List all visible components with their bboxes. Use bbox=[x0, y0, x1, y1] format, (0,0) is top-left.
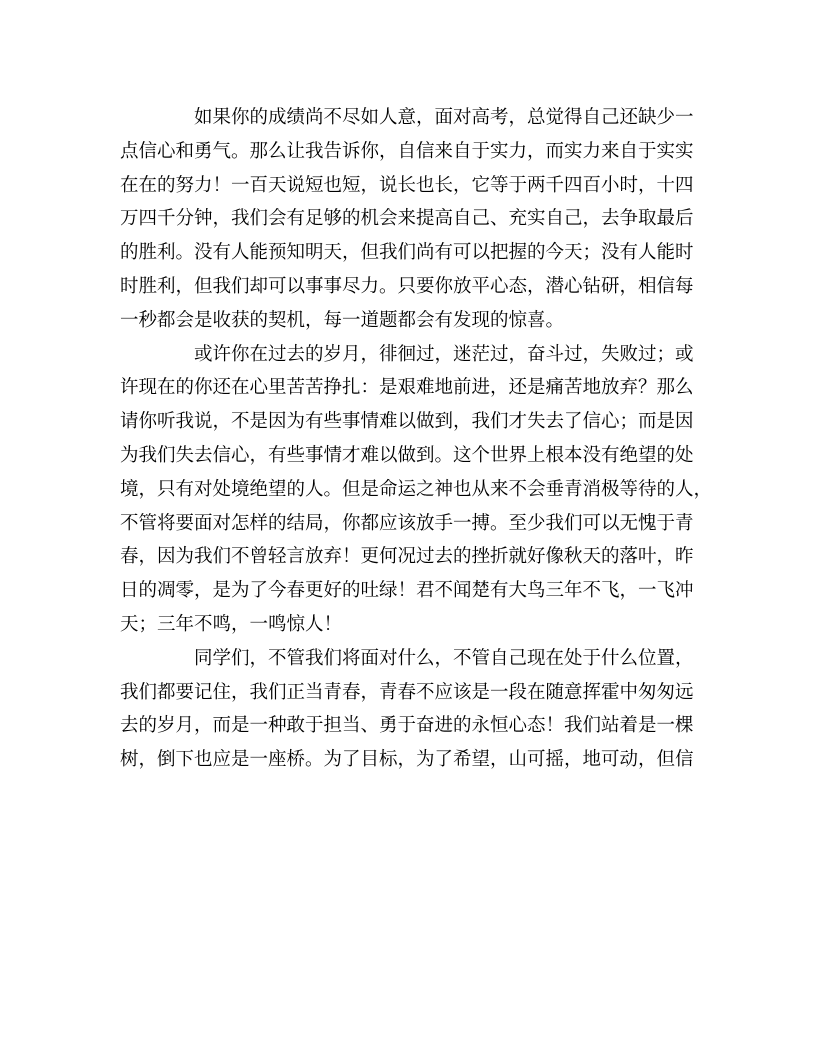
paragraph-2-line: 春，因为我们不曾轻言放弃！更何况过去的挫折就好像秋天的落叶，昨 bbox=[120, 546, 694, 568]
paragraph-1 bbox=[120, 101, 700, 338]
paragraph-1-line: 在在的努力！一百天说短也短，说长也长，它等于两千四百小时，十四 bbox=[120, 174, 694, 196]
paragraph-2-line: 不管将要面对怎样的结局，你都应该放手一搏。至少我们可以无愧于青 bbox=[120, 512, 694, 534]
paragraph-2-line: 天；三年不鸣，一鸣惊人！ bbox=[120, 613, 343, 635]
paragraph-1-line: 如果你的成绩尚不尽如人意，面对高考，总觉得自己还缺少一 bbox=[194, 107, 694, 128]
paragraph-2-line: 请你听我说，不是因为有些事情难以做到，我们才失去了信心；而是因 bbox=[120, 411, 694, 433]
paragraph-3 bbox=[120, 642, 700, 777]
paragraph-1-line: 的胜利。没有人能预知明天，但我们尚有可以把握的今天；没有人能时 bbox=[120, 242, 694, 264]
paragraph-1-line: 点信心和勇气。那么让我告诉你，自信来自于实力，而实力来自于实实 bbox=[120, 140, 694, 162]
paragraph-3-line: 同学们，不管我们将面对什么，不管自己现在处于什么位置， bbox=[194, 647, 694, 669]
paragraph-2 bbox=[120, 338, 713, 642]
paragraph-2-line: 境，只有对处境绝望的人。但是命运之神也从来不会垂青消极等待的人， bbox=[120, 478, 713, 500]
paragraph-2-line: 日的凋零，是为了今春更好的吐绿！君不闻楚有大鸟三年不飞，一飞冲 bbox=[120, 580, 694, 602]
paragraph-1-line: 时胜利，但我们却可以事事尽力。只要你放平心态，潜心钻研，相信每 bbox=[120, 275, 694, 297]
document-body bbox=[120, 101, 713, 777]
paragraph-2-line: 许现在的你还在心里苦苦挣扎：是艰难地前进，还是痛苦地放弃？那么 bbox=[120, 377, 694, 399]
paragraph-1-line: 万四千分钟，我们会有足够的机会来提高自己、充实自己，去争取最后 bbox=[120, 208, 694, 230]
paragraph-3-line: 去的岁月，而是一种敢于担当、勇于奋进的永恒心态！我们站着是一棵 bbox=[120, 715, 694, 737]
paragraph-2-line: 为我们失去信心，有些事情才难以做到。这个世界上根本没有绝望的处 bbox=[120, 444, 694, 466]
paragraph-3-line: 树，倒下也应是一座桥。为了目标，为了希望，山可摇，地可动，但信 bbox=[120, 749, 694, 771]
paragraph-2-line: 或许你在过去的岁月，徘徊过，迷茫过，奋斗过，失败过；或 bbox=[194, 343, 694, 365]
paragraph-1-line: 一秒都会是收获的契机，每一道题都会有发现的惊喜。 bbox=[120, 309, 565, 331]
paragraph-3-line: 我们都要记住，我们正当青春，青春不应该是一段在随意挥霍中匆匆远 bbox=[120, 681, 694, 703]
